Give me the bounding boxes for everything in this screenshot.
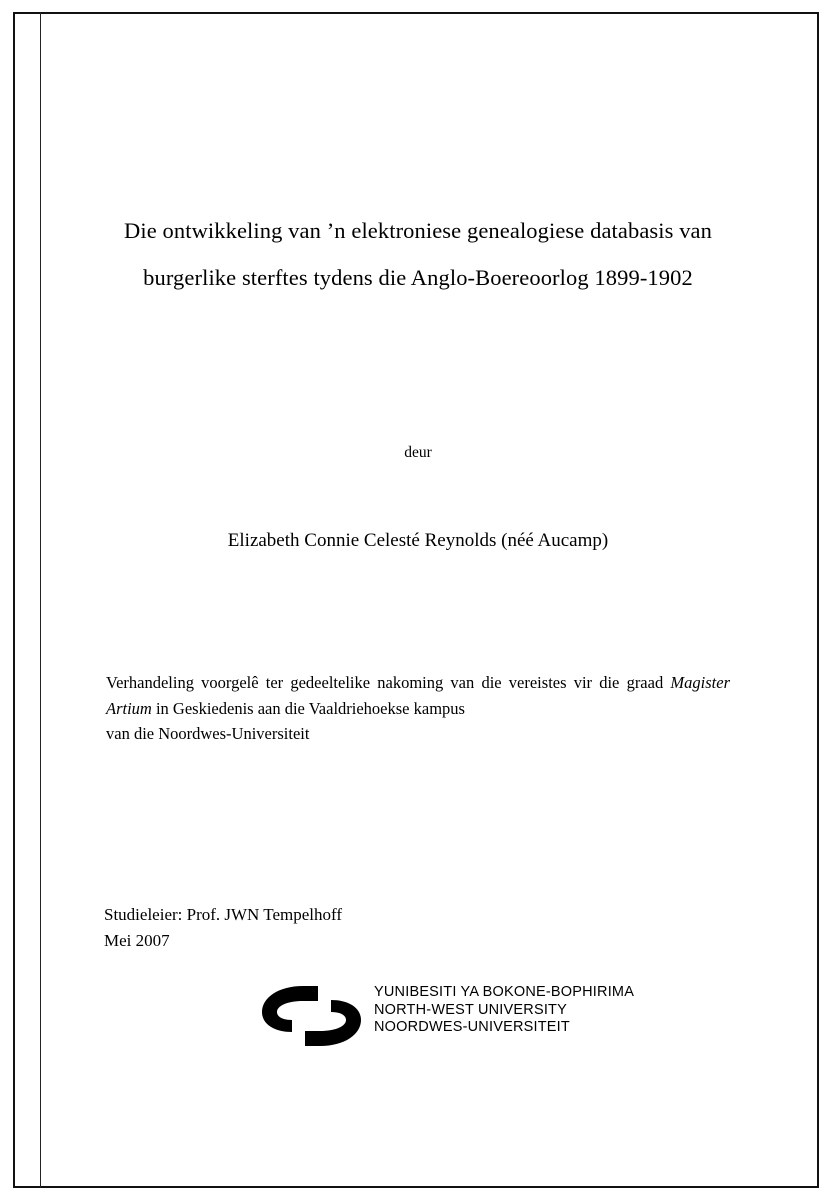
thesis-title (88, 207, 748, 301)
author-name: Elizabeth Connie Celesté Reynolds (néé Aucamp) (227, 530, 609, 551)
degree-statement-part-2: in Geskiedenis aan die Vaaldriehoekse kampus (151, 698, 465, 718)
title-line-2: burgerlike sterftes tydens die Anglo-Boereoorlog 1899-1902 (143, 265, 693, 290)
logo-text-line-1: YUNIBESITI YA BOKONE-BOPHIRIMA (374, 984, 635, 1000)
supervisor-block (104, 902, 342, 954)
degree-statement (106, 670, 730, 747)
title-line-1: Die ontwikkeling van ’n elektroniese genealogiese databasis van (124, 218, 712, 243)
page-content (88, 12, 748, 1188)
logo-text-line-3: NOORDWES-UNIVERSITEIT (374, 1019, 570, 1035)
page-inner-edge (40, 12, 41, 1188)
degree-statement-part-1: Verhandeling voorgelê ter gedeeltelike nakoming van die vereistes vir die graad (106, 673, 671, 692)
supervisor-name: Studieleier: Prof. JWN Tempelhoff (104, 905, 343, 924)
by-label: deur (404, 444, 432, 461)
logo-text-line-2: NORTH-WEST UNIVERSITY (374, 1001, 567, 1018)
degree-name: Magister Artium (106, 673, 730, 718)
university-logo (256, 977, 676, 1055)
submission-date: Mei 2007 (104, 931, 170, 950)
north-west-university-logo-icon (256, 982, 368, 1050)
degree-statement-line-3: van die Noordwes-Universiteit (106, 724, 310, 743)
university-logo-text (374, 984, 634, 1037)
